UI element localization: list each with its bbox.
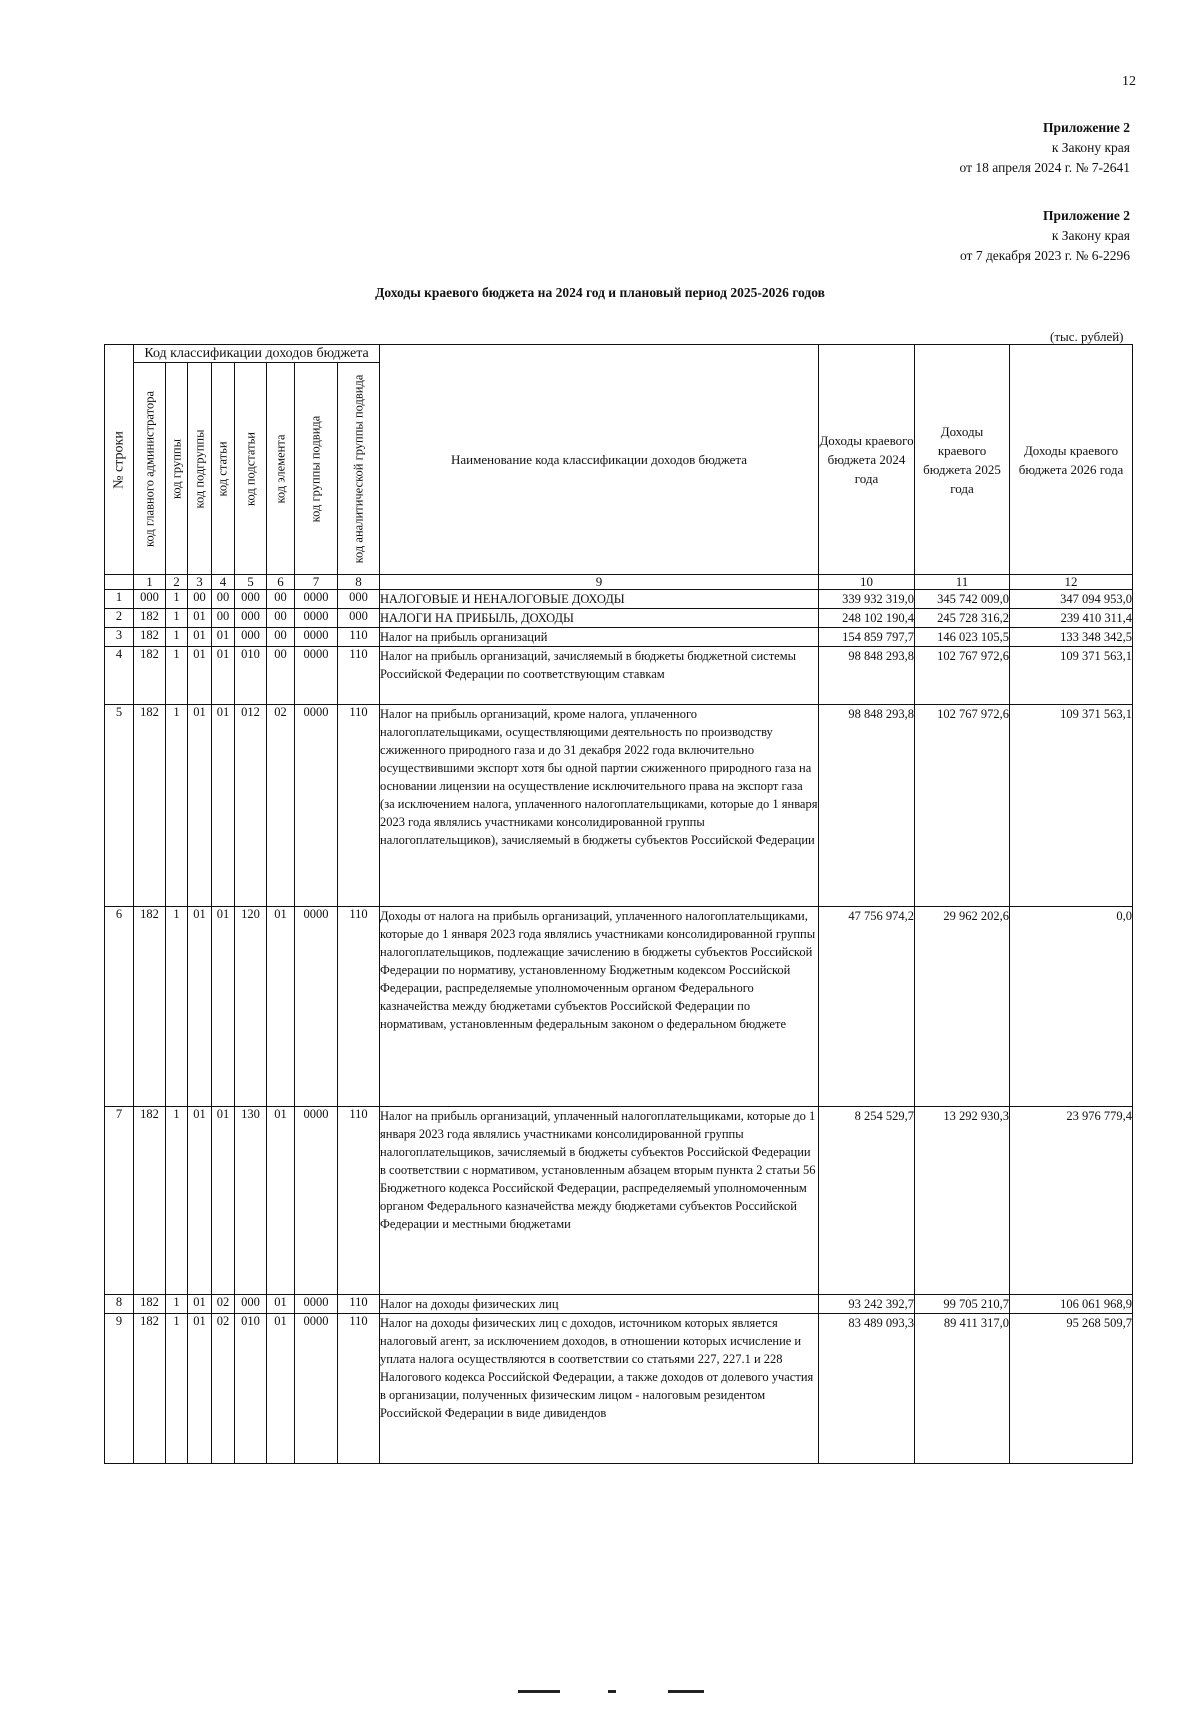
code-article: 01 <box>212 705 235 907</box>
code-header-element: код элемента <box>267 363 295 575</box>
code-element: 00 <box>267 647 295 705</box>
code-header-article: код статьи <box>212 363 235 575</box>
code-article: 02 <box>212 1295 235 1314</box>
code-analytic-group: 000 <box>338 590 380 609</box>
code-header-admin: код главного администратора <box>134 363 166 575</box>
appendix-original-line2: от 7 декабря 2023 г. № 6-2296 <box>959 248 1130 263</box>
revenue-2025: 89 411 317,0 <box>915 1314 1010 1464</box>
code-group: 1 <box>166 647 188 705</box>
code-element: 00 <box>267 609 295 628</box>
footer-scan-marks <box>518 1690 838 1696</box>
revenue-2024: 98 848 293,8 <box>819 705 915 907</box>
revenue-2025: 102 767 972,6 <box>915 647 1010 705</box>
code-header-subgroup: код подгруппы <box>188 363 212 575</box>
revenue-2025: 102 767 972,6 <box>915 705 1010 907</box>
code-subgroup: 01 <box>188 907 212 1107</box>
revenue-2025-header: Доходы краевого бюджета 2025 года <box>915 345 1010 575</box>
column-number: 1 <box>134 575 166 590</box>
code-analytic-group: 110 <box>338 705 380 907</box>
row-no: 3 <box>105 628 134 647</box>
code-analytic-group: 110 <box>338 1314 380 1464</box>
code-subarticle: 000 <box>235 609 267 628</box>
table-row <box>105 628 1133 647</box>
code-admin: 182 <box>134 609 166 628</box>
column-number: 7 <box>295 575 338 590</box>
code-group: 1 <box>166 628 188 647</box>
code-group-header: Код классификации доходов бюджета <box>134 345 380 363</box>
table-row <box>105 609 1133 628</box>
code-subtype-group: 0000 <box>295 1314 338 1464</box>
code-subtype-group: 0000 <box>295 705 338 907</box>
code-subarticle: 010 <box>235 1314 267 1464</box>
revenue-2024: 8 254 529,7 <box>819 1107 915 1295</box>
code-subtype-group: 0000 <box>295 609 338 628</box>
row-name: Налог на прибыль организаций, уплаченный налогоплательщиками, которые до 1 января 2023 года являлись участниками консолидированной группы налогоплательщиков, зачисляемый в бюджеты субъектов Российской Федерации в соответствии с нормативом, установленным абзацем вторым пункта 2 статьи 56 Бюджетного кодекса Российской Федерации, распределяемый уполномоченным органом Федерального казначейства между бюджетами субъектов Российской Федерации и местными бюджетами <box>380 1107 819 1295</box>
code-subarticle: 000 <box>235 1295 267 1314</box>
code-admin: 182 <box>134 907 166 1107</box>
code-element: 00 <box>267 628 295 647</box>
code-analytic-group: 000 <box>338 609 380 628</box>
revenue-2026: 23 976 779,4 <box>1010 1107 1133 1295</box>
code-analytic-group: 110 <box>338 647 380 705</box>
code-subtype-group: 0000 <box>295 1295 338 1314</box>
revenue-2024-header: Доходы краевого бюджета 2024 года <box>819 345 915 575</box>
row-no: 2 <box>105 609 134 628</box>
column-number: 12 <box>1010 575 1133 590</box>
code-element: 02 <box>267 705 295 907</box>
revenue-2024: 83 489 093,3 <box>819 1314 915 1464</box>
code-article: 01 <box>212 647 235 705</box>
page-number: 12 <box>1122 74 1136 89</box>
row-name: Налог на доходы физических лиц <box>380 1295 819 1314</box>
row-no: 1 <box>105 590 134 609</box>
code-article: 01 <box>212 628 235 647</box>
code-subgroup: 01 <box>188 1314 212 1464</box>
code-analytic-group: 110 <box>338 1107 380 1295</box>
code-subarticle: 010 <box>235 647 267 705</box>
code-header-subtype-group: код группы подвида <box>295 363 338 575</box>
revenue-2024: 98 848 293,8 <box>819 647 915 705</box>
code-subgroup: 01 <box>188 647 212 705</box>
row-name: НАЛОГИ НА ПРИБЫЛЬ, ДОХОДЫ <box>380 609 819 628</box>
code-article: 01 <box>212 1107 235 1295</box>
code-article: 00 <box>212 609 235 628</box>
code-admin: 182 <box>134 705 166 907</box>
code-subarticle: 000 <box>235 628 267 647</box>
revenue-2024: 93 242 392,7 <box>819 1295 915 1314</box>
code-header-subarticle: код подстатьи <box>235 363 267 575</box>
code-group: 1 <box>166 590 188 609</box>
row-name: Доходы от налога на прибыль организаций, уплаченного налогоплательщиками, которые до 1 января 2023 года являлись участниками консолидированной группы налогоплательщиков, подлежащие зачислению в бюджеты субъектов Российской Федерации по нормативу, установленному Бюджетным кодексом Российской Федерации, распределяемые уполномоченным органом Федерального казначейства между бюджетами субъектов Российской Федерации по нормативам, установленным федеральным законом о федеральном бюджете <box>380 907 819 1107</box>
code-group: 1 <box>166 609 188 628</box>
code-analytic-group: 110 <box>338 1295 380 1314</box>
revenue-2025: 345 742 009,0 <box>915 590 1010 609</box>
column-number: 8 <box>338 575 380 590</box>
code-element: 00 <box>267 590 295 609</box>
footer-mark <box>608 1690 616 1693</box>
code-admin: 182 <box>134 628 166 647</box>
code-element: 01 <box>267 907 295 1107</box>
code-subtype-group: 0000 <box>295 590 338 609</box>
code-subarticle: 130 <box>235 1107 267 1295</box>
revenue-2024: 339 932 319,0 <box>819 590 915 609</box>
table-row <box>105 907 1133 1107</box>
revenue-2026: 95 268 509,7 <box>1010 1314 1133 1464</box>
units-label: (тыс. рублей) <box>1050 329 1124 344</box>
code-subtype-group: 0000 <box>295 907 338 1107</box>
row-name: Налог на прибыль организаций <box>380 628 819 647</box>
code-subgroup: 01 <box>188 1295 212 1314</box>
code-admin: 000 <box>134 590 166 609</box>
appendix-original-line1: к Закону края <box>1051 228 1130 243</box>
footer-mark <box>518 1690 560 1693</box>
code-article: 00 <box>212 590 235 609</box>
footer-mark <box>668 1690 704 1693</box>
document-title: Доходы краевого бюджета на 2024 год и плановый период 2025-2026 годов <box>375 285 825 300</box>
code-element: 01 <box>267 1314 295 1464</box>
revenue-table <box>104 344 1133 1464</box>
row-no: 5 <box>105 705 134 907</box>
code-article: 01 <box>212 907 235 1107</box>
code-element: 01 <box>267 1107 295 1295</box>
code-subarticle: 000 <box>235 590 267 609</box>
revenue-2026: 239 410 311,4 <box>1010 609 1133 628</box>
row-name: НАЛОГОВЫЕ И НЕНАЛОГОВЫЕ ДОХОДЫ <box>380 590 819 609</box>
column-number: 2 <box>166 575 188 590</box>
code-group: 1 <box>166 1295 188 1314</box>
revenue-2026: 106 061 968,9 <box>1010 1295 1133 1314</box>
code-subtype-group: 0000 <box>295 1107 338 1295</box>
appendix-current-line1: к Закону края <box>1051 140 1130 155</box>
column-number: 3 <box>188 575 212 590</box>
row-name: Налог на прибыль организаций, кроме налога, уплаченного налогоплательщиками, осуществляющими деятельность по производству сжиженного природного газа и до 31 декабря 2022 года включительно осуществившими экспорт хотя бы одной партии сжиженного природного газа на основании лицензии на осуществление исключительного права на экспорт газа (за исключением налога, уплаченного налогоплательщиками, которые до 1 января 2023 года являлись участниками консолидированной группы налогоплательщиков), зачисляемый в бюджеты субъектов Российской Федерации <box>380 705 819 907</box>
code-subgroup: 00 <box>188 590 212 609</box>
code-subgroup: 01 <box>188 628 212 647</box>
code-header-group: код группы <box>166 363 188 575</box>
table-row <box>105 590 1133 609</box>
column-number: 10 <box>819 575 915 590</box>
column-number: 4 <box>212 575 235 590</box>
appendix-original-title: Приложение 2 <box>1042 208 1130 223</box>
column-number: 11 <box>915 575 1010 590</box>
code-element: 01 <box>267 1295 295 1314</box>
table-row <box>105 1107 1133 1295</box>
name-header: Наименование кода классификации доходов бюджета <box>380 345 819 575</box>
appendix-original-header <box>960 206 1130 266</box>
revenue-2026: 0,0 <box>1010 907 1133 1107</box>
table-row <box>105 705 1133 907</box>
code-analytic-group: 110 <box>338 628 380 647</box>
row-name: Налог на прибыль организаций, зачисляемый в бюджеты бюджетной системы Российской Федерации по соответствующим ставкам <box>380 647 819 705</box>
revenue-2025: 245 728 316,2 <box>915 609 1010 628</box>
code-admin: 182 <box>134 647 166 705</box>
appendix-current-title: Приложение 2 <box>1042 120 1130 135</box>
code-admin: 182 <box>134 1107 166 1295</box>
revenue-2025: 146 023 105,5 <box>915 628 1010 647</box>
code-subgroup: 01 <box>188 705 212 907</box>
column-number: 6 <box>267 575 295 590</box>
table-row <box>105 647 1133 705</box>
row-no: 8 <box>105 1295 134 1314</box>
code-subtype-group: 0000 <box>295 647 338 705</box>
appendix-current-line2: от 18 апреля 2024 г. № 7-2641 <box>959 160 1130 175</box>
revenue-2024: 154 859 797,7 <box>819 628 915 647</box>
code-group: 1 <box>166 907 188 1107</box>
revenue-2026: 347 094 953,0 <box>1010 590 1133 609</box>
code-subgroup: 01 <box>188 609 212 628</box>
code-analytic-group: 110 <box>338 907 380 1107</box>
row-name: Налог на доходы физических лиц с доходов, источником которых является налоговый агент, за исключением доходов, в отношении которых исчисление и уплата налога осуществляются в соответствии со статьями 227, 227.1 и 228 Налогового кодекса Российской Федерации, а также доходов от долевого участия в организации, полученных физическим лицом - налоговым резидентом Российской Федерации в виде дивидендов <box>380 1314 819 1464</box>
code-admin: 182 <box>134 1314 166 1464</box>
revenue-2026: 109 371 563,1 <box>1010 647 1133 705</box>
code-article: 02 <box>212 1314 235 1464</box>
row-no: 4 <box>105 647 134 705</box>
revenue-2026: 133 348 342,5 <box>1010 628 1133 647</box>
appendix-current-header <box>960 118 1130 178</box>
code-group: 1 <box>166 705 188 907</box>
code-subtype-group: 0000 <box>295 628 338 647</box>
code-group: 1 <box>166 1107 188 1295</box>
table-row <box>105 1314 1133 1464</box>
revenue-2025: 99 705 210,7 <box>915 1295 1010 1314</box>
code-admin: 182 <box>134 1295 166 1314</box>
column-number: 5 <box>235 575 267 590</box>
code-subgroup: 01 <box>188 1107 212 1295</box>
column-number: 9 <box>380 575 819 590</box>
row-no-header: № строки <box>105 345 134 575</box>
revenue-2025: 13 292 930,3 <box>915 1107 1010 1295</box>
revenue-2024: 248 102 190,4 <box>819 609 915 628</box>
column-number-row <box>105 575 1133 590</box>
revenue-2025: 29 962 202,6 <box>915 907 1010 1107</box>
row-no: 9 <box>105 1314 134 1464</box>
row-no: 7 <box>105 1107 134 1295</box>
code-subarticle: 012 <box>235 705 267 907</box>
table-header-row-1 <box>105 345 1133 363</box>
revenue-2024: 47 756 974,2 <box>819 907 915 1107</box>
revenue-2026: 109 371 563,1 <box>1010 705 1133 907</box>
revenue-2026-header: Доходы краевого бюджета 2026 года <box>1010 345 1133 575</box>
code-subarticle: 120 <box>235 907 267 1107</box>
table-row <box>105 1295 1133 1314</box>
row-no: 6 <box>105 907 134 1107</box>
code-group: 1 <box>166 1314 188 1464</box>
code-header-analytic-group: код аналитической группы подвида <box>338 363 380 575</box>
